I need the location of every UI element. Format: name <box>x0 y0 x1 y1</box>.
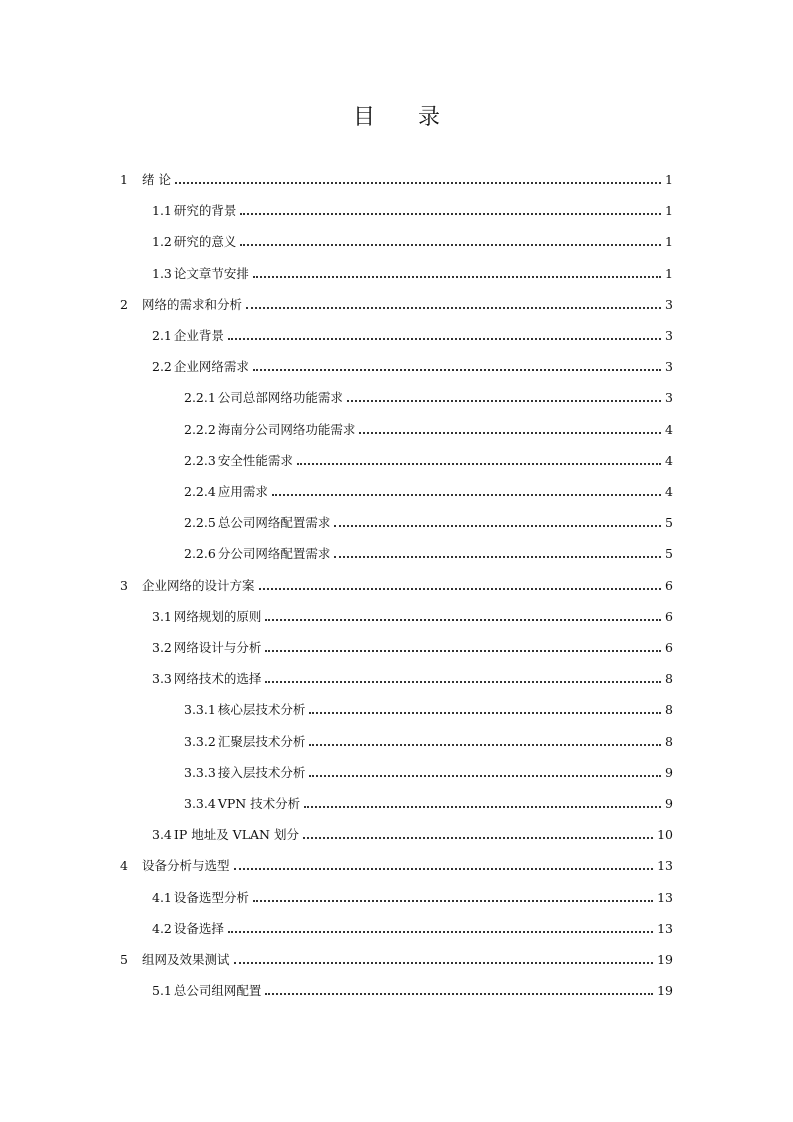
toc-entry[interactable] <box>184 763 673 783</box>
toc-leader-dots <box>309 744 661 746</box>
toc-entry-page: 4 <box>665 421 673 437</box>
toc-entry-label: 网络技术的选择 <box>173 671 262 687</box>
toc-entry-number: 3.4 <box>152 827 172 843</box>
toc-entry[interactable] <box>152 669 673 689</box>
toc-entry[interactable] <box>184 420 673 440</box>
toc-leader-dots <box>246 307 661 309</box>
toc-entry-label: 网络设计与分析 <box>173 640 262 655</box>
toc-leader-dots <box>228 338 661 340</box>
toc-entry-page: 3 <box>665 390 673 406</box>
toc-entry-page: 6 <box>665 640 673 655</box>
toc-entry[interactable] <box>184 732 673 752</box>
toc-entry[interactable] <box>152 232 673 252</box>
toc-leader-dots <box>265 650 661 652</box>
toc-entry[interactable] <box>152 981 673 1001</box>
toc-entry-label: 研究的意义 <box>173 234 237 250</box>
toc-entry-number: 2.2.4 <box>184 484 216 499</box>
toc-entry-page: 1 <box>665 203 673 219</box>
toc-leader-dots <box>240 213 661 215</box>
toc-leader-dots <box>228 931 653 933</box>
toc-leader-dots <box>347 400 661 402</box>
toc-leader-dots <box>253 276 661 278</box>
toc-entry-page: 4 <box>665 452 673 468</box>
toc-entry[interactable] <box>184 451 673 471</box>
toc-entry-number: 2.1 <box>152 328 172 343</box>
toc-entry-page: 19 <box>657 952 673 967</box>
toc-entry-number: 4.2 <box>152 920 172 936</box>
toc-entry[interactable] <box>120 295 673 315</box>
toc-entry-page: 10 <box>657 827 673 843</box>
toc-leader-dots <box>234 962 654 964</box>
toc-entry-page: 1 <box>665 234 673 250</box>
toc-entry-label: 绪 论 <box>142 172 171 187</box>
toc-entry-number: 3.2 <box>152 640 172 655</box>
toc-entry-page: 5 <box>665 515 673 531</box>
toc-entry-page: 5 <box>665 546 673 562</box>
toc-entry-label: VPN 技术分析 <box>217 796 301 811</box>
toc-leader-dots <box>265 993 653 995</box>
toc-entry[interactable] <box>152 888 673 908</box>
toc-entry-number: 1.3 <box>152 265 172 281</box>
toc-entry[interactable] <box>184 513 673 533</box>
toc-leader-dots <box>240 244 661 246</box>
toc-entry-page: 19 <box>657 983 673 999</box>
toc-entry[interactable] <box>152 201 673 221</box>
toc-leader-dots <box>234 868 654 870</box>
toc-entry-number: 3 <box>120 577 128 593</box>
toc-entry-page: 6 <box>665 577 673 593</box>
toc-leader-dots <box>359 432 661 434</box>
toc-entry[interactable] <box>184 794 673 814</box>
toc-leader-dots <box>334 556 661 558</box>
toc-entry-label: 分公司网络配置需求 <box>217 546 331 562</box>
toc-entry[interactable] <box>184 700 673 720</box>
toc-entry-number: 2.2.6 <box>184 546 216 562</box>
toc-entry-label: 总公司组网配置 <box>173 983 262 999</box>
toc-leader-dots <box>304 806 661 808</box>
toc-entry[interactable] <box>120 950 673 970</box>
toc-leader-dots <box>265 619 661 621</box>
toc-entry-number: 1.2 <box>152 234 172 250</box>
toc-leader-dots <box>272 494 661 496</box>
toc-entry-number: 2.2.3 <box>184 452 216 468</box>
toc-entry-number: 3.3.3 <box>184 764 216 780</box>
toc-entry-number: 5 <box>120 952 128 967</box>
toc-entry-number: 3.3 <box>152 671 172 687</box>
toc-entry-page: 13 <box>657 889 673 905</box>
toc-entry-number: 3.3.4 <box>184 796 216 811</box>
toc-entry[interactable] <box>152 264 673 284</box>
toc-entry-label: 设备选择 <box>173 920 224 936</box>
toc-entry-label: 接入层技术分析 <box>217 764 306 780</box>
toc-leader-dots <box>334 525 661 527</box>
toc-entry[interactable] <box>120 170 673 190</box>
toc-entry[interactable] <box>120 576 673 596</box>
toc-entry-number: 1 <box>120 172 128 187</box>
toc-entry-label: 网络的需求和分析 <box>142 296 243 312</box>
toc-entry[interactable] <box>152 607 673 627</box>
toc-entry-page: 1 <box>665 265 673 281</box>
toc-entry-number: 3.1 <box>152 608 172 624</box>
toc-entry-label: 设备分析与选型 <box>142 858 230 874</box>
toc-entry-label: 企业网络需求 <box>173 359 249 375</box>
toc-entry-number: 3.3.1 <box>184 702 216 718</box>
toc-entry-label: 汇聚层技术分析 <box>217 733 306 749</box>
toc-leader-dots <box>309 712 661 714</box>
toc-entry-number: 2.2 <box>152 359 172 375</box>
toc-entry-label: 核心层技术分析 <box>217 702 306 718</box>
toc-entry-page: 8 <box>665 702 673 718</box>
toc-entry-label: 应用需求 <box>217 484 268 499</box>
toc-entry[interactable] <box>120 856 673 876</box>
toc-entry-label: 企业背景 <box>173 328 224 343</box>
toc-entry[interactable] <box>152 326 673 346</box>
toc-entry[interactable] <box>184 544 673 564</box>
toc-entry-page: 9 <box>665 764 673 780</box>
toc-entry-page: 13 <box>657 920 673 936</box>
toc-entry-number: 3.3.2 <box>184 733 216 749</box>
toc-entry-page: 3 <box>665 296 673 312</box>
toc-entry-label: 研究的背景 <box>173 203 237 219</box>
toc-leader-dots <box>303 837 653 839</box>
toc-entry-page: 9 <box>665 796 673 811</box>
toc-entry-label: 海南分公司网络功能需求 <box>217 421 356 437</box>
toc-entry-number: 4 <box>120 858 128 874</box>
toc-entry-label: 设备选型分析 <box>173 889 249 905</box>
toc-entry-number: 2 <box>120 296 128 312</box>
toc-leader-dots <box>253 900 653 902</box>
toc-entry-label: IP 地址及 VLAN 划分 <box>173 827 299 843</box>
toc-entry-number: 2.2.5 <box>184 515 216 531</box>
toc-title: 目 录 <box>353 105 458 130</box>
toc-entry[interactable] <box>152 357 673 377</box>
toc-entry-page: 8 <box>665 733 673 749</box>
toc-entry-number: 5.1 <box>152 983 172 999</box>
toc-entry[interactable] <box>152 919 673 939</box>
toc-entry-number: 1.1 <box>152 203 172 219</box>
toc-entry-number: 2.2.2 <box>184 421 216 437</box>
toc-entry[interactable] <box>184 482 673 502</box>
toc-entry[interactable] <box>152 825 673 845</box>
toc-entry-page: 13 <box>657 858 673 874</box>
toc-entry-page: 1 <box>665 172 673 187</box>
toc-leader-dots <box>297 463 661 465</box>
toc-entry-label: 公司总部网络功能需求 <box>217 390 343 406</box>
toc-entry-label: 网络规划的原则 <box>173 608 262 624</box>
toc-leader-dots <box>309 775 661 777</box>
toc-entry-page: 6 <box>665 608 673 624</box>
toc-entry-number: 4.1 <box>152 889 172 905</box>
toc-entry-label: 安全性能需求 <box>217 452 293 468</box>
toc-entry-page: 4 <box>665 484 673 499</box>
toc-leader-dots <box>259 588 661 590</box>
toc-entry-label: 论文章节安排 <box>173 265 249 281</box>
toc-entry-page: 3 <box>665 359 673 375</box>
toc-entry-page: 3 <box>665 328 673 343</box>
toc-entry-number: 2.2.1 <box>184 390 216 406</box>
toc-entry-page: 8 <box>665 671 673 687</box>
toc-leader-dots <box>253 369 661 371</box>
toc-entry-label: 企业网络的设计方案 <box>142 577 255 593</box>
toc-entry-label: 组网及效果测试 <box>142 952 230 967</box>
toc-entry[interactable] <box>184 388 673 408</box>
toc-entry[interactable] <box>152 638 673 658</box>
toc-leader-dots <box>175 182 661 184</box>
toc-entry-label: 总公司网络配置需求 <box>217 515 331 531</box>
toc-leader-dots <box>265 681 661 683</box>
